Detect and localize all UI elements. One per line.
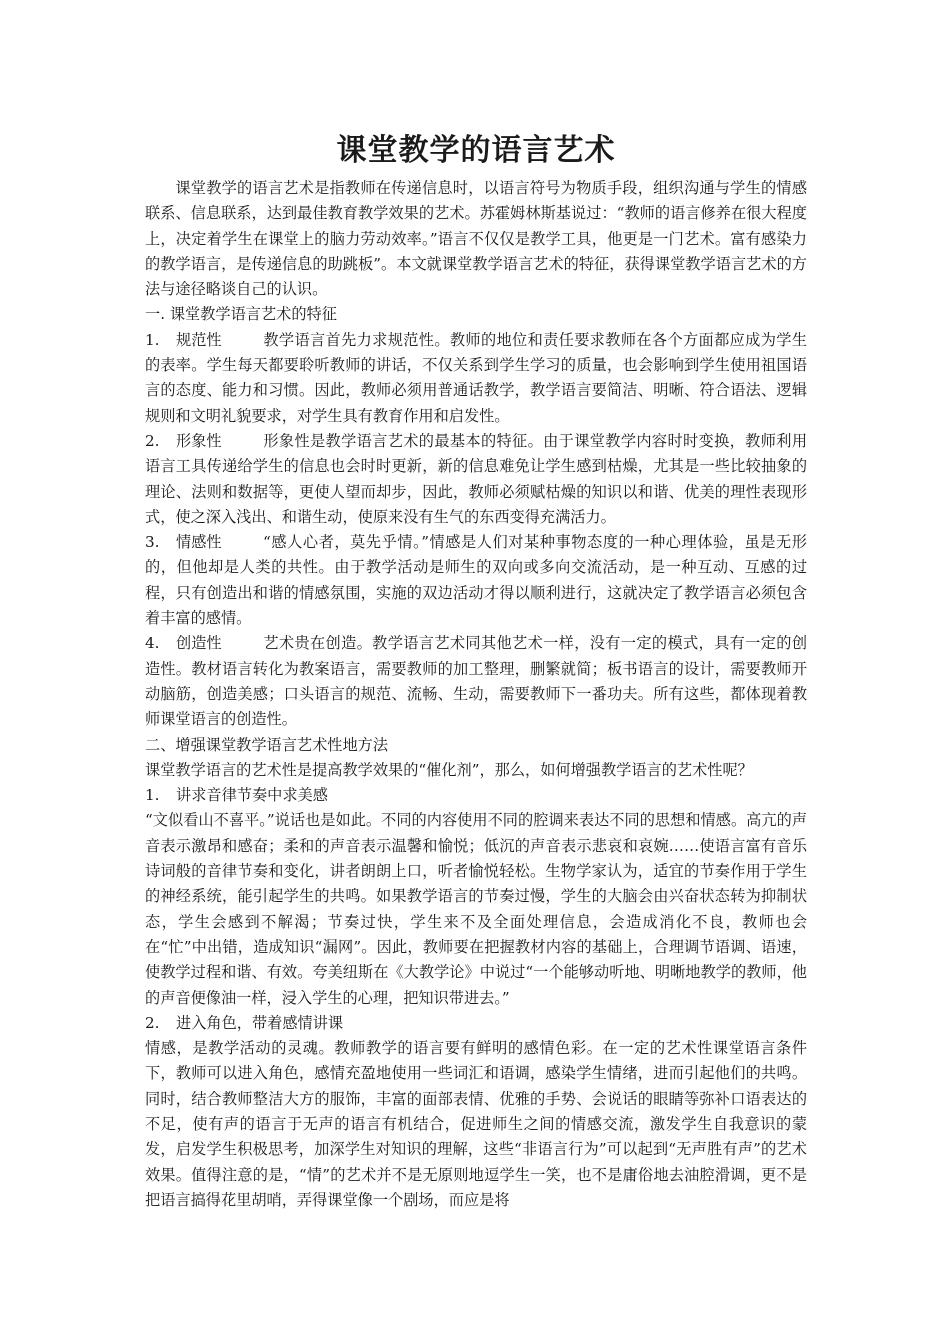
item-number: 1. [145,786,160,805]
section1-item [145,328,807,429]
section1-item [145,530,807,631]
section1-heading: 一. 课堂教学语言艺术的特征 [145,305,337,324]
section2-heading: 二、增强课堂教学语言艺术性地方法 [145,735,388,754]
item-number: 2. [145,431,160,450]
intro-paragraph: 课堂教学的语言艺术是指教师在传递信息时，以语言符号为物质手段，组织沟通与学生的情感联系、信息联系，达到最佳教育教学效果的艺术。苏霍姆林斯基说过：“教师的语言修养在很大程度上，决定着学生在课堂上的脑力劳动效率。”语言不仅仅是教学工具，他更是一门艺术。富有感染力的教学语言，是传递信息的助跳板”。本文就课堂教学语言艺术的特征，获得课堂教学语言艺术的方法与途径略谈自己的认识。 [145,179,807,299]
item-term: 形象性 [176,431,222,450]
item-text: 形象性是教学语言艺术的最基本的特征。由于课堂教学内容时时变换，教师利用语言工具传递给学生的信息也会时时更新，新的信息难免让学生感到枯燥，尤其是一些比较抽象的理论、法则和数据等，更使人望而却步，因此，教师必须赋枯燥的知识以和谐、优美的理性表现形式，使之深入浅出、和谐生动，使原来没有生气的东西变得充满活力。 [145,431,807,526]
section2-intro: 课堂教学语言的艺术性是提高教学效果的“催化剂”，那么，如何增强教学语言的艺术性呢？ [145,760,753,779]
item-text: “感人心者，莫先乎情。”情感是人们对某种事物态度的一种心理体验，虽是无形的，但他却是人类的共性。由于教学活动是师生的双向或多向交流活动，是一种互动、互感的过程，只有创造出和谐的情感氛围，实施的双边活动才得以顺利进行，这就决定了教学语言必须包含着丰富的感情。 [145,533,807,628]
section1-item [145,631,807,732]
section2-subheading [145,1011,807,1036]
item-text: 教学语言首先力求规范性。教师的地位和责任要求教师在各个方面都应成为学生的表率。学生每天都要聆听教师的讲话，不仅关系到学生学习的质量，也会影响到学生使用祖国语言的态度、能力和习惯。因此，教师必须用普通话教学，教学语言要简洁、明晰、符合语法、逻辑规则和文明礼貌要求，对学生具有教育作用和启发性。 [145,330,807,425]
item-heading: 讲求音律节奏中求美感 [176,786,328,805]
section2-subheading [145,783,807,808]
section2-body: “文似看山不喜平。”说话也是如此。不同的内容使用不同的腔调来表达不同的思想和情感。高亢的声音表示激昂和感奋；柔和的声音表示温馨和愉悦；低沉的声音表示悲哀和哀婉……使语言富有音乐诗词般的音律节奏和变化，讲者朗朗上口，听者愉悦轻松。生物学家认为，适宜的节奏作用于学生的神经系统，能引起学生的共鸣。如果教学语言的节奏过慢，学生的大脑会由兴奋状态转为抑制状态，学生会感到不解渴；节奏过快，学生来不及全面处理信息，会造成消化不良，教师也会在“忙”中出错，造成知识“漏网”。因此，教师要在把握教材内容的基础上，合理调节语调、语速，使教学过程和谐、有效。夸美纽斯在《大教学论》中说过“一个能够动听地、明晰地教学的教师，他的声音便像油一样，浸入学生的心理，把知识带进去。” [145,811,807,1007]
item-number: 1. [145,330,160,349]
item-number: 4. [145,634,160,653]
section2-body: 情感，是教学活动的灵魂。教师教学的语言要有鲜明的感情色彩。在一定的艺术性课堂语言条件下，教师可以进入角色，感情充盈地使用一些词汇和语调，感染学生情绪，进而引起他们的共鸣。同时，结合教师整洁大方的服饰，丰富的面部表情、优雅的手势、会说话的眼睛等弥补口语表达的不足，使有声的语言于无声的语言有机结合，促进师生之间的情感交流，激发学生自我意识的蒙发，启发学生积极思考，加深学生对知识的理解，这些“非语言行为”可以起到“无声胜有声”的艺术效果。值得注意的是，“情”的艺术并不是无原则地逗学生一笑，也不是庸俗地去油腔滑调，更不是把语言搞得花里胡哨，弄得课堂像一个剧场，而应是将 [145,1039,807,1209]
section1-item [145,429,807,530]
item-term: 情感性 [176,533,222,552]
item-number: 2. [145,1013,160,1032]
item-heading: 进入角色，带着感情讲课 [176,1013,344,1032]
item-term: 创造性 [176,634,222,653]
item-text: 艺术贵在创造。教学语言艺术同其他艺术一样，没有一定的模式，具有一定的创造性。教材语言转化为教案语言，需要教师的加工整理，删繁就简；板书语言的设计，需要教师开动脑筋，创造美感；口头语言的规范、流畅、生动，需要教师下一番功夫。所有这些，都体现着教师课堂语言的创造性。 [145,634,807,729]
document-title: 课堂教学的语言艺术 [336,133,616,168]
document-body [145,130,807,1213]
item-term: 规范性 [176,330,222,349]
item-number: 3. [145,533,160,552]
